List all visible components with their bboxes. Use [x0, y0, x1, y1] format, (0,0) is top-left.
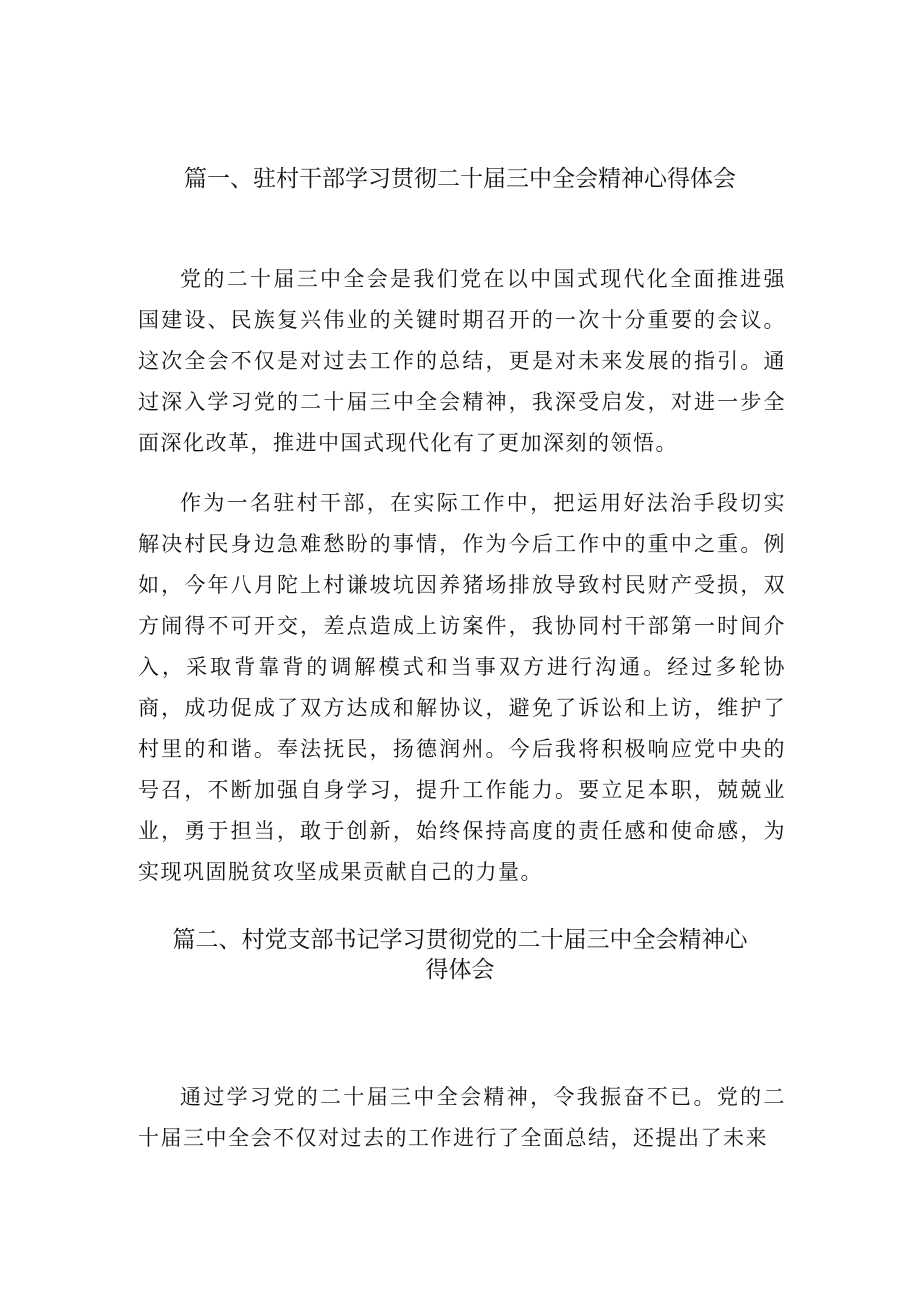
section2-title-line1: 篇二、村党支部书记学习贯彻党的二十届三中全会精神心 — [172, 927, 748, 953]
section1-title: 篇一、驻村干部学习贯彻二十届三中全会精神心得体会 — [184, 166, 736, 192]
section2-title-line2: 得体会 — [425, 957, 495, 983]
section1-paragraph-2: 作为一名驻村干部，在实际工作中，把运用好法治手段切实解决村民身边急难愁盼的事情，作为今后工作中的重中之重。例如，今年八月陀上村谦坡坑因养猪场排放导致村民财产受损，双方闹得不可开交，差点造成上访案件，我协同村干部第一时间介入，采取背靠背的调解模式和当事双方进行沟通。经过多轮协商，成功促成了双方达成和解协议，避免了诉讼和上访，维护了村里的和谐。奉法抚民，扬德润州。今后我将积极响应党中央的号召，不断加强自身学习，提升工作能力。要立足本职，兢兢业业，勇于担当，敢于创新，始终保持高度的责任感和使命感，为实现巩固脱贫攻坚成果贡献自己的力量。 — [138, 491, 786, 884]
section1-paragraph-1: 党的二十届三中全会是我们党在以中国式现代化全面推进强国建设、民族复兴伟业的关键时期召开的一次十分重要的会议。这次全会不仅是对过去工作的总结，更是对未来发展的指引。通过深入学习党的二十届三中全会精神，我深受启发，对进一步全面深化改革，推进中国式现代化有了更加深刻的领悟。 — [138, 267, 786, 455]
section2-paragraph-1: 通过学习党的二十届三中全会精神，令我振奋不已。党的二十届三中全会不仅对过去的工作进行了全面总结，还提出了未来 — [138, 1085, 786, 1150]
